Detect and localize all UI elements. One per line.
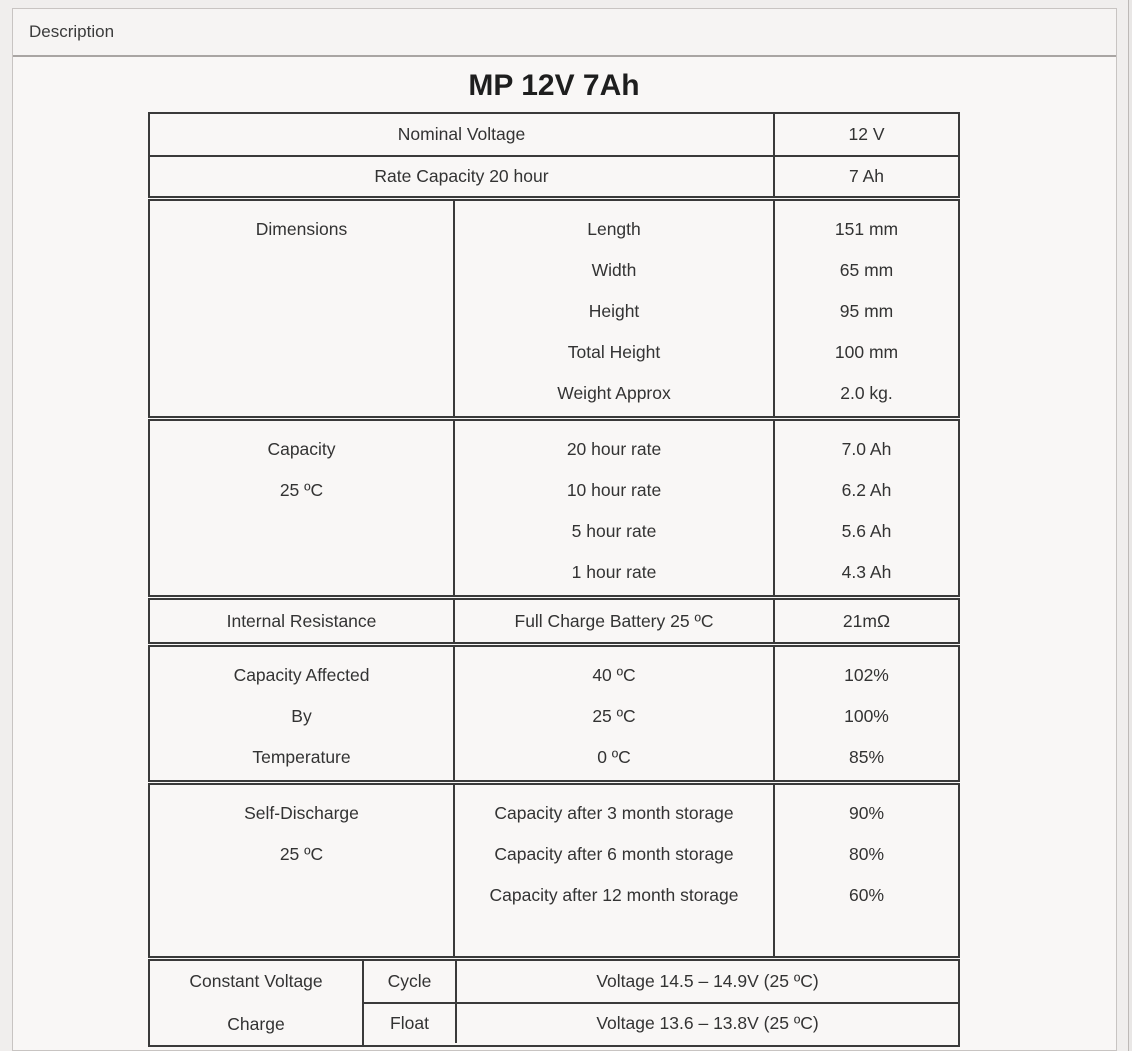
description-panel xyxy=(12,8,1117,1051)
spec-name: Rate Capacity 20 hour xyxy=(374,166,549,186)
section-capacity-temperature xyxy=(148,645,960,782)
spec-value: Voltage 13.6 – 13.8V (25 ºC) xyxy=(455,1004,958,1043)
table-row xyxy=(150,114,958,155)
section-capacity xyxy=(148,419,960,597)
spec-value: 85% xyxy=(848,747,885,767)
spec-name-column xyxy=(453,421,773,595)
section-label-line: 25 ºC xyxy=(279,480,324,500)
spec-value: 60% xyxy=(848,885,885,905)
section-dimensions xyxy=(148,199,960,418)
section-label xyxy=(150,647,453,780)
section-label-line: Constant Voltage xyxy=(189,971,323,991)
spec-name: Nominal Voltage xyxy=(397,124,526,144)
table-row xyxy=(150,155,958,196)
spec-name: Height xyxy=(588,301,640,321)
section-general xyxy=(148,112,960,198)
section-label-line: Charge xyxy=(227,1014,285,1034)
spec-value: 80% xyxy=(848,844,885,864)
section-label-line: 25 ºC xyxy=(279,844,324,864)
spec-name: 1 hour rate xyxy=(571,562,657,582)
scrollbar-track[interactable] xyxy=(1128,0,1132,1051)
spec-value: 65 mm xyxy=(839,260,894,280)
charge-mode: Float xyxy=(390,1013,429,1033)
spec-value: 7 Ah xyxy=(773,157,958,196)
spec-value: 12 V xyxy=(773,114,958,155)
spec-name: 40 ºC xyxy=(592,665,636,685)
section-label-line: Self-Discharge xyxy=(244,803,359,823)
spec-name: Capacity after 6 month storage xyxy=(494,844,734,864)
table-row xyxy=(364,961,958,1002)
spec-name: Weight Approx xyxy=(557,383,671,403)
section-internal-resistance xyxy=(148,598,960,644)
section-label-line: Dimensions xyxy=(255,219,348,239)
spec-name: Capacity after 3 month storage xyxy=(494,803,734,823)
section-label xyxy=(150,201,453,416)
section-label xyxy=(150,961,362,1045)
spec-name: Full Charge Battery 25 ºC xyxy=(453,600,773,642)
tab-description[interactable] xyxy=(13,9,1116,57)
spec-value-column xyxy=(773,785,958,956)
spec-name: Width xyxy=(591,260,637,280)
spec-value: Voltage 14.5 – 14.9V (25 ºC) xyxy=(455,961,958,1002)
spec-name: 0 ºC xyxy=(597,747,631,767)
spec-name-column xyxy=(453,201,773,416)
spec-value: 4.3 Ah xyxy=(841,562,892,582)
charge-mode: Cycle xyxy=(387,971,432,991)
spec-value: 95 mm xyxy=(839,301,894,321)
description-content xyxy=(13,57,1116,1047)
section-label-line: Temperature xyxy=(252,747,351,767)
section-label xyxy=(150,785,453,956)
spec-value-column xyxy=(773,647,958,780)
section-label: Internal Resistance xyxy=(226,610,377,631)
spec-value: 151 mm xyxy=(834,219,899,239)
spec-name: Length xyxy=(587,219,641,239)
spec-name: Capacity after 12 month storage xyxy=(489,885,739,905)
spec-name-column xyxy=(453,785,773,956)
spec-name: 20 hour rate xyxy=(566,439,662,459)
spec-name: 10 hour rate xyxy=(566,480,662,500)
table-row xyxy=(364,1002,958,1043)
section-label-line: Capacity Affected xyxy=(233,665,370,685)
spec-value: 100% xyxy=(844,706,889,726)
section-label-line: By xyxy=(291,706,312,726)
spec-value-column xyxy=(773,421,958,595)
section-charge xyxy=(148,959,960,1047)
spec-value: 7.0 Ah xyxy=(841,439,892,459)
spec-value: 102% xyxy=(844,665,889,685)
section-label-line: Capacity xyxy=(267,439,336,459)
spec-value: 21mΩ xyxy=(773,600,958,642)
product-title: MP 12V 7Ah xyxy=(468,69,640,102)
spec-value: 90% xyxy=(848,803,885,823)
spec-value: 5.6 Ah xyxy=(841,521,892,541)
spec-name-column xyxy=(453,647,773,780)
spec-value: 100 mm xyxy=(834,342,899,362)
spec-value: 6.2 Ah xyxy=(841,480,892,500)
spec-value: 2.0 kg. xyxy=(840,383,893,403)
spec-name: 25 ºC xyxy=(592,706,636,726)
spec-table xyxy=(148,112,960,1047)
charge-rows xyxy=(362,961,958,1045)
section-self-discharge xyxy=(148,783,960,958)
spec-name: Total Height xyxy=(567,342,661,362)
section-label xyxy=(150,421,453,595)
tab-description-label: Description xyxy=(29,22,115,41)
spec-value-column xyxy=(773,201,958,416)
spec-name: 5 hour rate xyxy=(571,521,657,541)
